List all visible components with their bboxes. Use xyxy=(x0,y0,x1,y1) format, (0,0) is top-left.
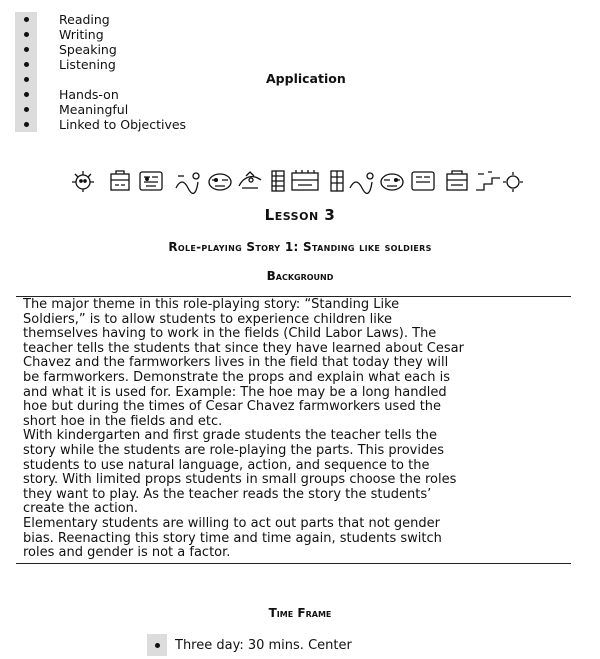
story-title: Role-playing Story 1: Standing like soldiers xyxy=(168,240,432,254)
divider-bottom xyxy=(16,563,571,564)
list-item-label: Hands-on xyxy=(59,87,119,102)
head-glyph-icon xyxy=(381,174,403,190)
text-line: Chavez and the farmworkers lives in the field that today they will xyxy=(23,355,449,371)
bullet-list xyxy=(15,12,215,132)
bullet-icon xyxy=(15,72,37,87)
list-item xyxy=(15,117,215,132)
list-item-label: Meaningful xyxy=(59,102,129,117)
list-item-label: Speaking xyxy=(59,42,117,57)
text-line: The major theme in this role-playing story: “Standing Like xyxy=(23,297,400,312)
pyramid-glyph-icon xyxy=(292,170,318,190)
mask-glyph-icon xyxy=(412,172,434,190)
bullet-icon xyxy=(15,102,37,117)
lesson-title: Lesson 3 xyxy=(264,206,336,224)
text-line: teacher tells the students that since they have learned about Cesar xyxy=(23,340,464,356)
sun-glyph-icon xyxy=(503,172,523,192)
list-item xyxy=(15,57,215,72)
step-glyph-icon xyxy=(476,172,500,190)
mask-glyph-icon xyxy=(140,172,162,190)
background-text xyxy=(23,298,571,561)
bullet-icon xyxy=(15,42,37,57)
text-line: be farmworkers. Demonstrate the props and explain what each is xyxy=(23,369,451,385)
text-line: Elementary students are willing to act out parts that not gender xyxy=(23,515,440,531)
list-item xyxy=(15,12,215,27)
text-line: they want to play. As the teacher reads the story the students’ xyxy=(23,486,432,502)
serpent-glyph-icon xyxy=(350,173,373,193)
text-line: short hoe in the fields and etc. xyxy=(23,413,223,429)
text-line: themselves having to work in the fields (Child Labor Laws). The xyxy=(23,326,437,342)
bullet-icon xyxy=(15,27,37,42)
list-item-label: Three day: 30 mins. Center xyxy=(175,637,352,653)
sun-glyph-icon xyxy=(72,171,94,192)
text-line: create the action. xyxy=(23,501,139,517)
application-label: Application xyxy=(266,71,346,86)
temple-glyph-icon xyxy=(111,171,129,190)
text-line: story while the students are role-playing the parts. This provides xyxy=(23,442,444,458)
text-line: Soldiers,” is to allow students to experience children like xyxy=(23,311,392,327)
bullet-icon xyxy=(15,87,37,102)
list-item-label: Reading xyxy=(59,12,110,27)
eagle-glyph-icon xyxy=(239,172,261,188)
time-frame-heading: Time Frame xyxy=(268,606,332,620)
head-glyph-icon xyxy=(209,174,231,190)
list-item xyxy=(147,634,352,656)
text-line: and what it is used for. Example: The hoe may be a long handled xyxy=(23,384,447,400)
text-line: roles and gender is not a factor. xyxy=(23,545,231,561)
decorative-glyph-border xyxy=(70,168,525,194)
list-item xyxy=(15,102,215,117)
list-item xyxy=(15,42,215,57)
text-line: story. With limited props students in small groups choose the roles xyxy=(23,472,457,488)
bullet-icon xyxy=(147,634,167,656)
text-line: students to use natural language, action, and sequence to the xyxy=(23,457,430,473)
temple-glyph-icon xyxy=(447,171,467,190)
list-item-label: Writing xyxy=(59,27,104,42)
text-line: hoe but during the times of Cesar Chavez farmworkers used the xyxy=(23,399,442,415)
text-line: With kindergarten and first grade students the teacher tells the xyxy=(23,428,438,444)
list-item xyxy=(15,27,215,42)
background-heading: Background xyxy=(266,269,334,283)
list-item xyxy=(15,72,215,87)
bullet-icon xyxy=(15,12,37,27)
bullet-icon xyxy=(15,117,37,132)
text-line: bias. Reenacting this story time and time again, students switch xyxy=(23,530,442,546)
list-item xyxy=(15,87,215,102)
pillar-glyph-icon xyxy=(331,171,343,191)
bullet-icon xyxy=(15,57,37,72)
list-item-label: Listening xyxy=(59,57,116,72)
pillar-glyph-icon xyxy=(272,171,284,191)
serpent-glyph-icon xyxy=(176,173,199,193)
list-item-label: Linked to Objectives xyxy=(59,117,187,132)
